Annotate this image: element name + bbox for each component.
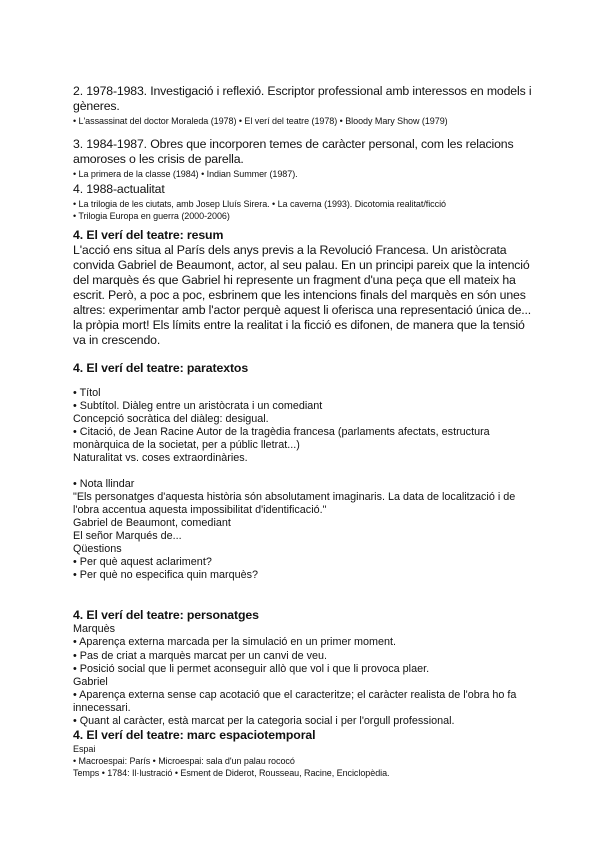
resum-heading: 4. El verí del teatre: resum <box>73 228 224 242</box>
personatge-line: • Aparença externa sense cap acotació que el caracteritze; el caràcter realista de l'obra ho fa innecessari. <box>73 688 517 714</box>
paratext-line: El señor Marqués de... <box>73 529 182 542</box>
personatges-section <box>73 608 533 728</box>
paratext-line: • Nota llindar <box>73 477 135 490</box>
personatges-heading: 4. El verí del teatre: personatges <box>73 608 259 623</box>
phase-3-text: 3. 1984-1987. Obres que incorporen temes de caràcter personal, com les relacions amoroses o les crisis de parella. <box>73 137 514 166</box>
personatge-line: • Quant al caràcter, està marcat per la categoria social i per l'orgull professional. <box>73 714 455 727</box>
paratextos-section <box>73 361 533 582</box>
espai-line: • Macroespai: París • Microespai: sala d'un palau rococó <box>73 756 295 767</box>
resum-section <box>73 228 533 348</box>
paratext-line: Qüestions <box>73 543 122 556</box>
paratext-line: • Subtítol. Diàleg entre un aristòcrata i un comediant <box>73 400 323 413</box>
resum-body: L'acció ens situa al París dels anys previs a la Revolució Francesa. Un aristòcrata convida Gabriel de Beaumont, actor, al seu palau. En un principi pareix que la intenció del marquès és que Gabriel hi represente un fragment d'una peça que ell mateix ha escrit. Però, a poc a poc, esbrinem que les intencions finals del marquès en són unes altres: experimentar amb l'actor perquè aquest li oferisca una representació única de... la pròpia mort! Els límits entre la realitat i la ficció es difonen, de manera que la tensió va in crescendo. <box>73 243 532 347</box>
phase-2-works: • L'assassinat del doctor Moraleda (1978) • El verí del teatre (1978) • Bloody Mary Show (1979) <box>73 116 448 126</box>
marc-heading: 4. El verí del teatre: marc espaciotemporal <box>73 728 316 743</box>
marc-section <box>73 728 533 779</box>
phase-4-text: 4. 1988-actualitat <box>73 182 165 196</box>
page-content <box>73 84 533 779</box>
temps-line: Temps • 1784: Il·lustració • Esment de Diderot, Rousseau, Racine, Enciclopèdia. <box>73 768 390 779</box>
paratext-line: Gabriel de Beaumont, comediant <box>73 516 231 529</box>
phase-2-text: 2. 1978-1983. Investigació i reflexió. Escriptor professional amb interessos en models i gèneres. <box>73 84 532 113</box>
personatge-line: • Pas de criat a marquès marcat per un canvi de veu. <box>73 649 328 662</box>
phase-4-works-2: • Trilogia Europa en guerra (2000-2006) <box>73 211 230 221</box>
paratextos-list-2 <box>73 478 533 583</box>
personatge-line: Marquès <box>73 623 116 636</box>
paratextos-heading: 4. El verí del teatre: paratextos <box>73 361 249 375</box>
paratext-line: • Per què no especifica quin marquès? <box>73 569 259 582</box>
paratext-line: Naturalitat vs. coses extraordinàries. <box>73 452 248 465</box>
paratext-line: Concepció socràtica del diàleg: desigual. <box>73 413 269 426</box>
paratext-line: • Per què aquest aclariment? <box>73 556 212 569</box>
phase-4-works-1: • La trilogia de les ciutats, amb Josep Lluís Sirera. • La caverna (1993). Dicotomia realitat/ficció <box>73 199 446 209</box>
phases-section <box>73 84 533 222</box>
paratextos-list-1 <box>73 387 533 466</box>
espai-label: Espai <box>73 744 96 755</box>
phase-3-works: • La primera de la classe (1984) • Indian Summer (1987). <box>73 169 298 179</box>
personatge-line: Gabriel <box>73 675 108 688</box>
personatge-line: • Posició social que li permet aconseguir allò que vol i que li provoca plaer. <box>73 662 430 675</box>
paratext-line: • Citació, de Jean Racine Autor de la tragèdia francesa (parlaments afectats, estructura monàrquica de la societat, per a públic lletrat...) <box>73 426 490 452</box>
personatge-line: • Aparença externa marcada per la simulació en un primer moment. <box>73 636 397 649</box>
paratext-line: "Els personatges d'aquesta història són absolutament imaginaris. La data de localització i de l'obra accentua aquesta impossibilitat d'identificació." <box>73 490 516 516</box>
paratext-line: • Títol <box>73 387 101 399</box>
